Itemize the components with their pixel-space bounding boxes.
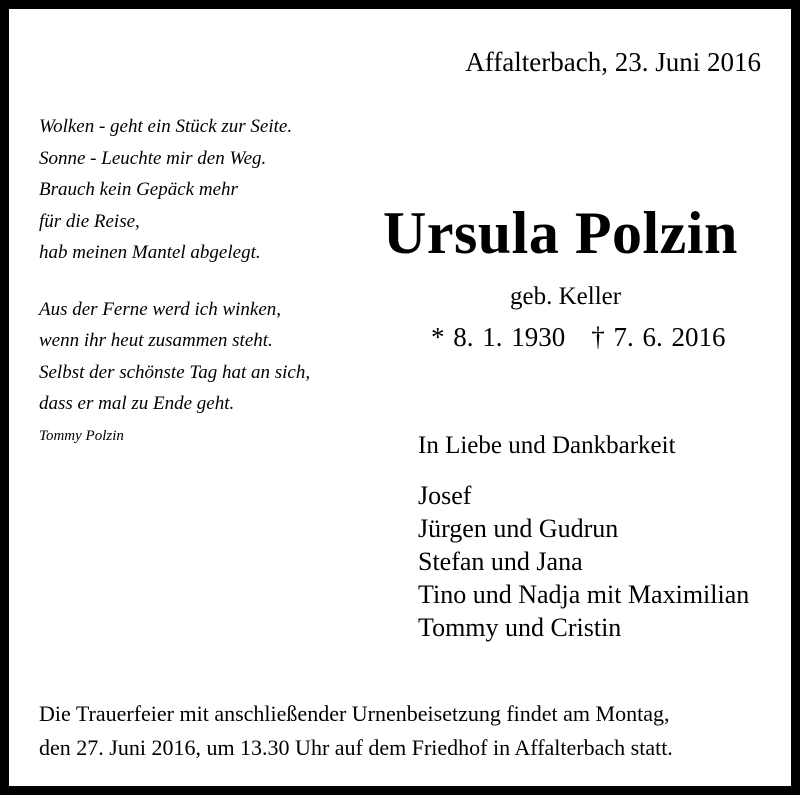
mourners-list: [418, 479, 749, 644]
poem-author: Tommy Polzin: [39, 427, 124, 444]
maiden-name: geb. Keller: [510, 283, 622, 310]
mourner-name: Tino und Nadja mit Maximilian: [418, 580, 750, 609]
stanza-gap: [39, 269, 310, 294]
mourners-intro: In Liebe und Dankbarkeit: [418, 432, 676, 459]
mourner-name: Josef: [418, 481, 472, 510]
poem-line: dass er mal zu Ende geht.: [39, 393, 235, 414]
poem-line: Sonne - Leuchte mir den Weg.: [39, 147, 267, 169]
poem-line: hab meinen Mantel abgelegt.: [39, 242, 261, 263]
poem-line: Brauch kein Gepäck mehr: [39, 179, 238, 200]
poem-line: Aus der Ferne werd ich winken,: [39, 298, 282, 320]
poem-line: wenn ihr heut zusammen steht.: [39, 330, 273, 351]
funeral-info: [39, 697, 673, 765]
poem: [39, 111, 310, 448]
place-date: Affalterbach, 23. Juni 2016: [465, 47, 761, 77]
funeral-line: den 27. Juni 2016, um 13.30 Uhr auf dem Friedhof in Affalterbach statt.: [39, 735, 673, 760]
birth-date: * 8. 1. 1930: [431, 322, 566, 352]
death-date: † 7. 6. 2016: [591, 322, 726, 352]
funeral-line: Die Trauerfeier mit anschließender Urnenbeisetzung findet am Montag,: [39, 701, 670, 726]
life-dates: [431, 322, 726, 353]
poem-line: Selbst der schönste Tag hat an sich,: [39, 361, 311, 383]
poem-line: Wolken - geht ein Stück zur Seite.: [39, 116, 293, 137]
mourner-name: Tommy und Cristin: [418, 613, 622, 642]
poem-line: für die Reise,: [39, 210, 140, 232]
mourner-name: Stefan und Jana: [418, 547, 583, 576]
mourner-name: Jürgen und Gudrun: [418, 514, 619, 543]
deceased-name: Ursula Polzin: [383, 200, 738, 266]
